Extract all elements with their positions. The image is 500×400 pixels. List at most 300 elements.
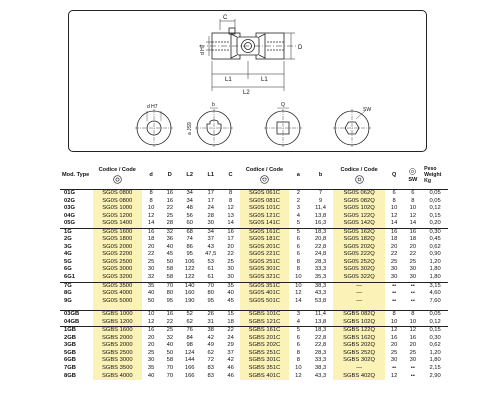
row-a: 6 — [296, 342, 300, 349]
row-a: 4 — [296, 212, 300, 219]
row-q: 20 — [390, 243, 398, 250]
row-d: 20 — [147, 342, 155, 349]
row-q: 10 — [390, 205, 398, 212]
section-2-label: a JS9 — [187, 122, 193, 135]
row-model: 8GB — [64, 372, 76, 379]
row-c: 15 — [221, 311, 240, 319]
row-q: •• — [392, 290, 397, 297]
row-code-round: SG0S 3200 — [93, 274, 142, 282]
row-code-round: SG0S 0800 — [93, 190, 142, 198]
row-code-keyway: SG0S 161C — [240, 228, 289, 236]
row-model: 7GB — [64, 365, 76, 372]
row-q: 8 — [392, 197, 396, 204]
table-row — [60, 342, 448, 350]
row-weight: 1,80 — [429, 266, 441, 273]
table-row — [60, 373, 448, 381]
row-d: 40 — [147, 290, 155, 297]
row-c: 13 — [227, 212, 234, 219]
row-D: 22 — [166, 205, 174, 212]
row-weight: 0,05 — [429, 190, 441, 196]
row-l2: 122 — [184, 274, 195, 281]
table-row — [60, 327, 448, 335]
row-model: 03G — [64, 205, 75, 212]
row-b: 20,8 — [314, 236, 327, 243]
specs-table-wrapper — [60, 161, 448, 380]
row-weight: 1,20 — [429, 349, 441, 356]
row-sw: 12 — [403, 327, 422, 335]
row-a: 6 — [296, 243, 300, 250]
row-weight: 0,05 — [429, 197, 441, 204]
row-weight: 0,30 — [422, 228, 448, 236]
row-b: 43,3 — [314, 372, 327, 379]
row-d: 12 — [147, 318, 155, 325]
row-code-square: — — [333, 282, 384, 290]
row-code-round: SGBS 3500 — [93, 365, 142, 373]
row-b: 22,8 — [314, 334, 327, 341]
row-c: 46 — [227, 372, 234, 379]
row-l2: 60 — [186, 220, 193, 227]
row-d: 16 — [142, 327, 161, 335]
row-weight: 3,15 — [422, 282, 448, 290]
row-sw: 6 — [411, 190, 415, 196]
row-q: •• — [392, 297, 397, 304]
row-l1: 80 — [207, 290, 214, 297]
row-l1: 62 — [207, 349, 214, 356]
row-model: 03GB — [60, 311, 93, 319]
row-D: 40 — [166, 342, 174, 349]
table-row — [60, 311, 448, 319]
row-c: 45 — [227, 297, 234, 304]
row-a: 3 — [289, 311, 308, 319]
row-d: 12 — [147, 212, 155, 219]
row-b: 22,8 — [314, 342, 327, 349]
section-keyway-bore — [195, 108, 233, 147]
row-q: 25 — [390, 349, 398, 356]
header-a: a — [289, 161, 308, 190]
row-code-round: SGBS 1200 — [93, 319, 142, 327]
row-l2: 34 — [186, 190, 193, 196]
row-code-keyway: SGBS 121C — [240, 319, 289, 327]
row-a: 6 — [296, 251, 300, 258]
row-l1: 42 — [207, 334, 214, 341]
row-d: 35 — [147, 365, 155, 372]
row-q: 30 — [390, 274, 398, 281]
header-sw: SW — [403, 161, 422, 190]
row-c: 42 — [227, 357, 234, 364]
row-l2: 74 — [186, 236, 193, 243]
row-c: 22 — [221, 327, 240, 335]
row-a: 10 — [295, 365, 302, 372]
row-b: 38,3 — [314, 365, 327, 372]
row-l2: 76 — [179, 327, 200, 335]
row-code-round: SG0S 1800 — [93, 236, 142, 244]
row-l1: 30 — [207, 220, 214, 227]
header-l2: L2 — [179, 161, 200, 190]
row-code-round: SGBS 2500 — [93, 350, 142, 358]
row-l2: 62 — [186, 318, 193, 325]
row-code-round: SGBS 3000 — [93, 357, 142, 365]
row-weight: 0,15 — [429, 212, 441, 219]
row-a: 12 — [295, 372, 302, 379]
row-code-round: SG0S 1000 — [93, 205, 142, 213]
row-sw: 25 — [409, 349, 417, 356]
row-code-keyway: SGBS 201C — [240, 335, 289, 343]
row-q: 16 — [390, 334, 398, 341]
row-c: 16 — [221, 228, 240, 236]
row-sw: 12 — [409, 212, 417, 219]
row-c: 22 — [227, 251, 234, 258]
row-D: 70 — [166, 372, 174, 379]
row-b: 13,8 — [314, 318, 327, 325]
row-sw: •• — [410, 372, 415, 379]
row-code-square: SGBS 252Q — [333, 350, 384, 358]
row-code-round: SGBS 2000 — [93, 335, 142, 343]
row-b: 18,3 — [308, 327, 334, 335]
row-c: 25 — [227, 258, 234, 265]
row-d: 30 — [147, 266, 155, 273]
row-D: 28 — [166, 220, 174, 227]
row-b: 53,8 — [314, 297, 327, 304]
row-d: 8 — [149, 190, 153, 196]
row-a: 8 — [296, 357, 300, 364]
row-l2: 95 — [186, 251, 193, 258]
row-c: 24 — [227, 334, 234, 341]
round-bore-icon — [113, 175, 122, 184]
row-l1: 72 — [207, 357, 214, 364]
row-weight: 0,20 — [429, 220, 441, 227]
row-code-round: SG0S 1200 — [93, 213, 142, 221]
row-code-square: SGBS 082Q — [333, 311, 384, 319]
header-d: d — [142, 161, 161, 190]
row-code-square: SG0S 252Q — [333, 259, 384, 267]
keyway-bore-icon — [260, 175, 269, 184]
row-l1: 28 — [207, 212, 214, 219]
row-a: 6 — [296, 236, 300, 243]
row-D: 16 — [160, 311, 179, 319]
table-row — [60, 259, 448, 267]
universal-joint-drawing — [199, 28, 297, 59]
row-a: 2 — [296, 197, 300, 204]
table-row — [60, 282, 448, 290]
row-code-round: SG0S 4000 — [93, 290, 142, 298]
row-code-square: SG0S 082Q — [333, 198, 384, 206]
row-model: 6G1 — [64, 274, 75, 281]
row-l2: 106 — [184, 258, 195, 265]
row-D: 70 — [160, 282, 179, 290]
row-sw: 16 — [409, 334, 417, 341]
row-weight: 0,62 — [429, 243, 441, 250]
dim-l1-right-label: L1 — [261, 77, 268, 83]
table-row — [60, 335, 448, 343]
row-D: 25 — [160, 327, 179, 335]
row-c: 17 — [227, 236, 234, 243]
row-d: 35 — [142, 282, 161, 290]
section-square-bore — [264, 108, 302, 147]
row-q: •• — [392, 365, 397, 372]
row-l2: 56 — [186, 212, 193, 219]
row-code-keyway: SG0S 221C — [240, 251, 289, 259]
row-code-keyway: SGBS 161C — [240, 327, 289, 335]
row-code-round: SGBS 4000 — [93, 373, 142, 381]
row-code-square: SG0S 142Q — [333, 220, 384, 228]
row-model: 04G — [64, 212, 75, 219]
section-round-bore — [135, 109, 173, 147]
row-q: 8 — [385, 311, 404, 319]
section-hex-bore — [333, 109, 371, 147]
row-code-square: — — [333, 365, 384, 373]
row-code-square: — — [333, 298, 384, 306]
row-a: 2 — [296, 190, 300, 196]
row-a: 12 — [295, 290, 302, 297]
row-l1: 95 — [207, 297, 214, 304]
row-weight: 0,15 — [422, 327, 448, 335]
technical-drawing — [69, 11, 426, 151]
row-l2: 166 — [184, 372, 195, 379]
row-a: 8 — [296, 266, 300, 273]
row-code-keyway: SG0S 061C — [240, 190, 289, 198]
row-d: 14 — [147, 220, 155, 227]
row-model: 3GB — [64, 342, 76, 349]
header-code-round: Codice / Code — [93, 161, 142, 190]
row-code-keyway: SG0S 501C — [240, 298, 289, 306]
table-row — [60, 365, 448, 373]
row-l1: 26 — [200, 311, 221, 319]
row-D: 95 — [166, 297, 174, 304]
row-c: 14 — [227, 220, 234, 227]
dim-l1-left-label: L1 — [225, 77, 232, 83]
header-weight: Peso Weight Kg — [422, 161, 448, 190]
dim-D-label: D — [298, 45, 303, 51]
row-c: 18 — [227, 318, 234, 325]
row-D: 32 — [166, 334, 174, 341]
row-model: 5G — [64, 258, 72, 265]
row-code-square: SG0S 222Q — [333, 251, 384, 259]
row-b: 28,3 — [314, 349, 327, 356]
table-row — [60, 190, 448, 198]
row-c: 40 — [227, 290, 234, 297]
header-mod: Mod. Type — [60, 161, 93, 190]
row-q: •• — [385, 282, 404, 290]
row-c: 29 — [227, 342, 234, 349]
row-model: 3G — [64, 243, 72, 250]
row-D: 25 — [166, 212, 174, 219]
row-code-square: SG0S 302Q — [333, 266, 384, 274]
row-d: 40 — [147, 372, 155, 379]
table-row — [60, 290, 448, 298]
row-sw: 30 — [409, 357, 417, 364]
row-model: 04GB — [64, 318, 80, 325]
table-row — [60, 357, 448, 365]
row-l1: 61 — [207, 274, 214, 281]
row-a: 14 — [295, 297, 302, 304]
table-row — [60, 220, 448, 228]
header-b: b — [308, 161, 334, 190]
section-3-top-label: Q — [281, 102, 285, 108]
row-D: 45 — [166, 251, 174, 258]
row-sw: 8 — [411, 197, 415, 204]
row-b: 35,3 — [314, 274, 327, 281]
row-l1: 17 — [207, 197, 214, 204]
row-code-round: SG0S 2200 — [93, 251, 142, 259]
row-b: 7 — [318, 190, 323, 196]
row-model: 5GB — [64, 349, 76, 356]
row-d: 8 — [149, 197, 153, 204]
table-row — [60, 350, 448, 358]
row-D: 58 — [166, 274, 174, 281]
row-d: 32 — [147, 274, 155, 281]
row-code-square: SG0S 162Q — [333, 228, 384, 236]
row-b: 33,3 — [314, 266, 327, 273]
specs-table — [60, 161, 448, 380]
row-D: 22 — [166, 318, 174, 325]
row-model: 6GB — [64, 357, 76, 364]
header-l1: L1 — [200, 161, 221, 190]
row-q: 20 — [390, 342, 398, 349]
row-code-keyway: SG0S 201C — [240, 244, 289, 252]
row-code-keyway: SG0S 101C — [240, 205, 289, 213]
row-q: 16 — [385, 228, 404, 236]
row-d: 22 — [147, 251, 155, 258]
row-sw: 14 — [409, 220, 417, 227]
row-l2: 34 — [186, 197, 193, 204]
row-l1: 49 — [207, 342, 214, 349]
section-4-label: SW — [363, 107, 372, 113]
row-code-round: SG0S 1600 — [93, 228, 142, 236]
row-l2: 98 — [186, 342, 193, 349]
row-q: 14 — [390, 220, 398, 227]
row-b: 11,4 — [315, 205, 326, 212]
row-code-round: SG0S 1400 — [93, 220, 142, 228]
row-weight: 0,05 — [422, 311, 448, 319]
row-l1: 83 — [207, 372, 214, 379]
row-l2: 48 — [186, 205, 193, 212]
row-b: 11,4 — [308, 311, 334, 319]
row-l2: 160 — [184, 290, 195, 297]
row-q: 30 — [390, 266, 398, 273]
row-l2: 68 — [179, 228, 200, 236]
row-code-square: SGBS 302Q — [333, 357, 384, 365]
row-D: 80 — [166, 290, 174, 297]
row-b: 18,3 — [308, 228, 334, 236]
table-row — [60, 319, 448, 327]
row-q: 30 — [390, 357, 398, 364]
row-code-keyway: SG0S 401C — [240, 290, 289, 298]
row-a: 3 — [296, 205, 300, 212]
row-D: 58 — [166, 266, 174, 273]
row-code-square: SG0S 102Q — [333, 205, 384, 213]
row-l2: 190 — [184, 297, 195, 304]
row-weight: 1,80 — [429, 357, 441, 364]
row-model: 1G — [60, 228, 93, 236]
row-code-square: SGBS 102Q — [333, 319, 384, 327]
row-c: 8 — [228, 197, 233, 204]
row-sw: 18 — [409, 236, 417, 243]
row-b: 16,3 — [314, 220, 327, 227]
row-b: 43,3 — [314, 290, 327, 297]
row-b: 24,8 — [314, 251, 327, 258]
row-sw: 10 — [409, 318, 417, 325]
row-d: 20 — [147, 243, 155, 250]
row-weight: 4,60 — [429, 290, 441, 297]
row-code-square: SG0S 182Q — [333, 236, 384, 244]
row-model: 8G — [64, 290, 72, 297]
row-D: 50 — [166, 349, 174, 356]
row-sw: •• — [410, 365, 415, 372]
row-b: 38,3 — [308, 282, 334, 290]
row-sw: 16 — [403, 228, 422, 236]
row-model: 2GB — [64, 334, 76, 341]
row-l2: 124 — [184, 349, 195, 356]
dim-c-label: C — [223, 15, 228, 21]
row-l1: 17 — [207, 190, 214, 196]
row-model: 1GB — [60, 327, 93, 335]
row-d: 25 — [147, 258, 155, 265]
row-sw: •• — [410, 290, 415, 297]
row-code-keyway: SG0S 351C — [240, 282, 289, 290]
row-sw: •• — [410, 297, 415, 304]
table-row — [60, 251, 448, 259]
table-row — [60, 228, 448, 236]
row-code-round: SGBS 1600 — [93, 327, 142, 335]
row-code-keyway: SG0S 081C — [240, 198, 289, 206]
row-sw: 20 — [409, 243, 417, 250]
section-2-top-label: b — [212, 102, 215, 108]
row-b: 33,3 — [314, 357, 327, 364]
row-code-keyway: SG0S 301C — [240, 266, 289, 274]
row-code-square: SGBS 402Q — [333, 373, 384, 381]
dim-d-label: d H7 — [200, 44, 206, 55]
row-c: 37 — [227, 349, 234, 356]
row-l1: 47,5 — [205, 251, 217, 258]
row-code-round: SG0S 0800 — [93, 198, 142, 206]
row-weight: 0,45 — [429, 236, 441, 243]
row-code-square: SG0S 122Q — [333, 213, 384, 221]
row-model: 4G — [64, 251, 72, 258]
row-d: 16 — [142, 228, 161, 236]
row-weight: 1,20 — [429, 258, 441, 265]
row-l2: 86 — [186, 243, 193, 250]
row-l1: 61 — [207, 266, 214, 273]
table-row — [60, 198, 448, 206]
row-code-square: SG0S 062Q — [333, 190, 384, 198]
row-q: 12 — [390, 372, 398, 379]
row-a: 5 — [289, 327, 308, 335]
row-q: 6 — [392, 190, 396, 196]
row-l2: 166 — [184, 365, 195, 372]
table-row — [60, 266, 448, 274]
row-model: 2G — [64, 236, 72, 243]
row-b: 13,8 — [314, 212, 327, 219]
row-code-square: SG0S 322Q — [333, 274, 384, 282]
row-code-round: SGBS 1000 — [93, 311, 142, 319]
row-a: 8 — [296, 258, 300, 265]
bore-sections — [135, 108, 371, 147]
row-code-keyway: SGBS 101C — [240, 311, 289, 319]
row-sw: 20 — [409, 342, 417, 349]
row-a: 10 — [289, 282, 308, 290]
row-c: 8 — [228, 190, 233, 196]
row-code-keyway: SGBS 251C — [240, 350, 289, 358]
row-D: 16 — [166, 197, 174, 204]
row-D: 32 — [160, 228, 179, 236]
row-model: 6G — [64, 266, 72, 273]
row-l1: 38 — [200, 327, 221, 335]
header-D: D — [160, 161, 179, 190]
header-code-square: Codice / Code — [333, 161, 384, 190]
row-code-round: SG0S 3000 — [93, 266, 142, 274]
row-code-square: SGBS 122Q — [333, 327, 384, 335]
row-D: 58 — [166, 357, 174, 364]
